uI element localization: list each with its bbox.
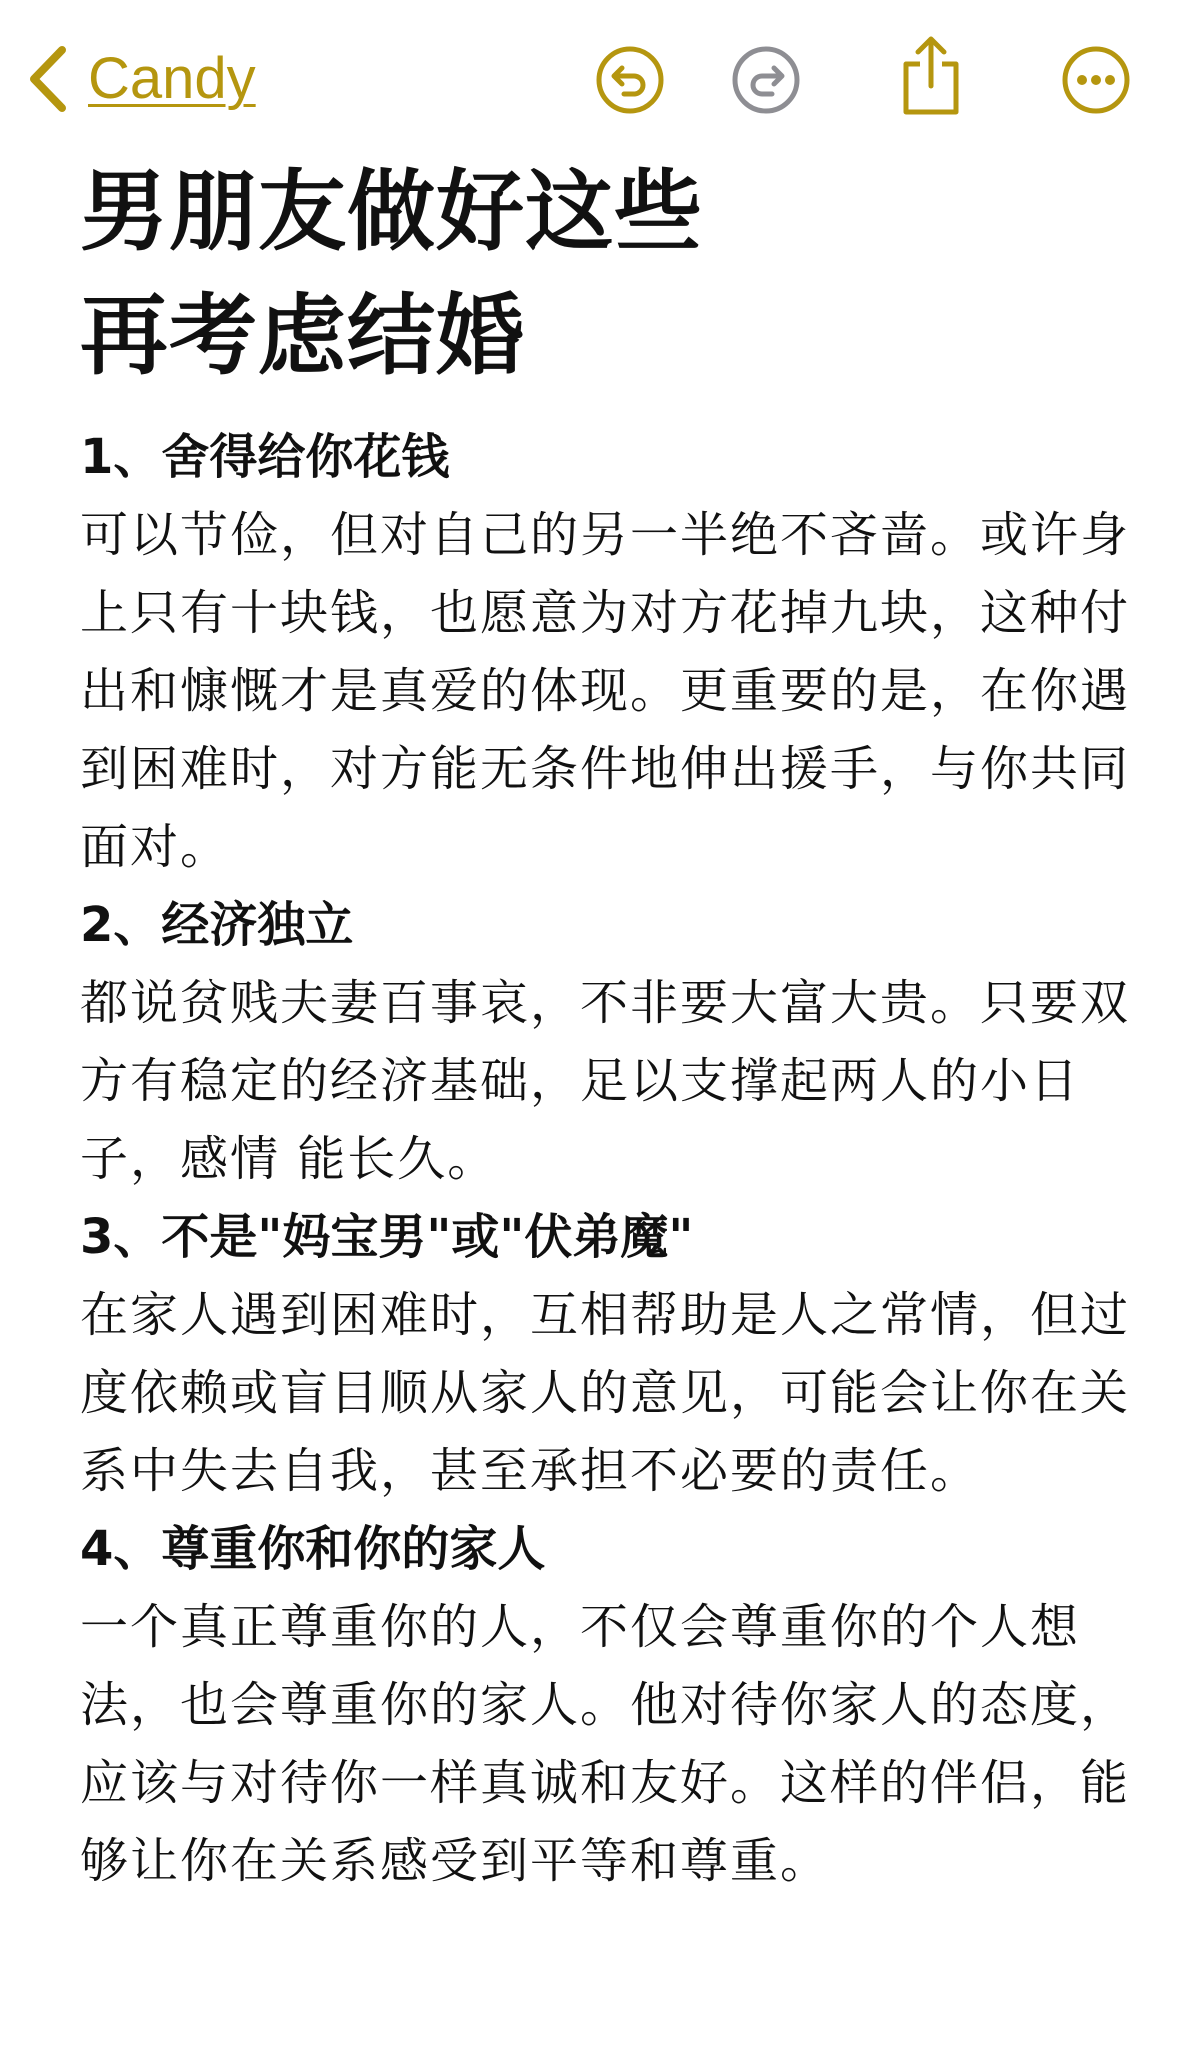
undo-icon[interactable] [594,44,666,116]
navigation-bar [0,0,1177,150]
section-heading: 2、经济独立 [80,897,354,953]
section-heading: 3、不是"妈宝男"或"伏弟魔" [80,1209,694,1265]
section-body: 都说贫贱夫妻百事哀，不非要大富大贵。只要双方有稳定的经济基础，足以支撑起两人的小日子，感情 能长久。 [80,975,1131,1187]
section-body: 在家人遇到困难时，互相帮助是人之常情，但过度依赖或盲目顺从家人的意见，可能会让你在关系中失去自我，甚至承担不必要的责任。 [80,1287,1131,1499]
back-button[interactable] [22,40,256,118]
note-title [80,150,1140,418]
share-icon[interactable] [896,34,966,118]
section-heading: 4、尊重你和你的家人 [80,1521,546,1577]
note-section-4 [80,1510,1140,1900]
section-body: 可以节俭，但对自己的另一半绝不吝啬。或许身上只有十块钱，也愿意为对方花掉九块，这种付出和慷慨才是真爱的体现。更重要的是，在你遇到困难时，对方能无条件地伸出援手，与你共同面对。 [80,507,1131,875]
note-content[interactable] [80,150,1140,1900]
section-body: 一个真正尊重你的人，不仅会尊重你的个人想法，也会尊重你的家人。他对待你家人的态度，应该与对待你一样真诚和友好。这样的伴侣，能够让你在关系感受到平等和尊重。 [80,1599,1131,1889]
redo-icon[interactable] [730,44,802,116]
chevron-left-icon [22,40,78,118]
section-heading: 1、舍得给你花钱 [80,429,450,485]
note-section-2 [80,886,1140,1198]
note-section-3 [80,1198,1140,1510]
more-icon[interactable] [1060,44,1132,116]
note-section-1 [80,418,1140,886]
back-button-label: Candy [88,46,256,111]
note-title-line-1: 男朋友做好这些 [80,160,704,263]
note-title-line-2: 再考虑结婚 [80,284,526,387]
